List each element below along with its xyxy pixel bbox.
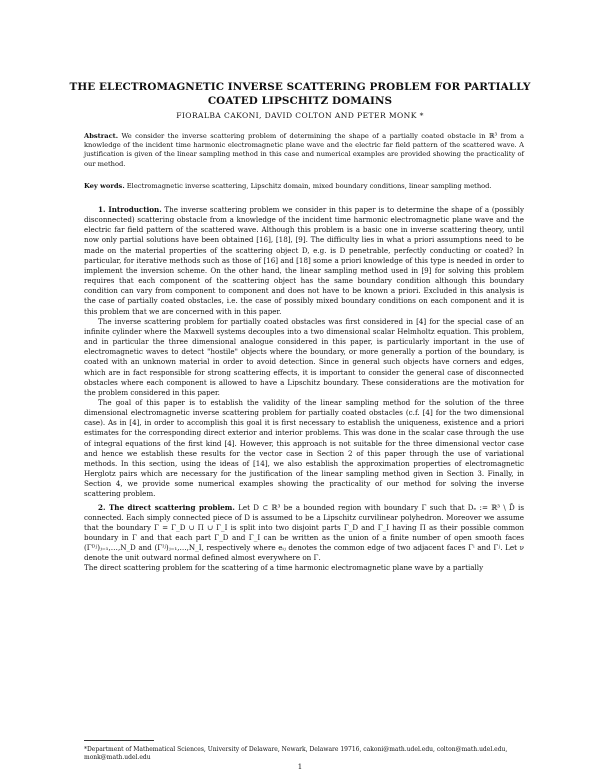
section2-paragraph-2: The direct scattering problem for the scattering of a time harmonic electromagnetic plane wave by a partially <box>84 563 484 573</box>
section1-heading: 1. Introduction. <box>98 205 162 214</box>
authors: FIORALBA CAKONI, DAVID COLTON AND PETER MONK * <box>176 111 424 120</box>
footnote-rule <box>84 740 154 741</box>
abstract-text: We consider the inverse scattering problem of determining the shape of a partially coated obstacle in ℝ³ from a knowledge of the incident time harmonic electromagnetic plane wave and the electric far field pattern of the scattered wave. A justification is given of the linear sampling method in this case and numerical examples are provided showing the practicality of our method. <box>84 132 524 168</box>
section1-paragraph-2: The inverse scattering problem for partially coated obstacles was first considered in [4] for the special case of an infinite cylinder where the Maxwell systems decouples into a two dimensional scalar Helmholtz equation. This problem, and in particular the three dimensional analogue considered in this paper, is particularly important in the use of electromagnetic waves to detect "hostile" objects where the boundary, or more generally a portion of the boundary, is coated with an unknown material in order to avoid detection. Since in general such objects have corners and edges, which are in fact responsible for strong scattering effects, it is important to consider the general case of disconnected obstacles where each component is allowed to have a Lipschitz boundary. These considerations are the motivation for the problem considered in this paper. <box>84 316 524 397</box>
keywords <box>84 182 524 191</box>
title-line-1: THE ELECTROMAGNETIC INVERSE SCATTERING PROBLEM FOR PARTIALLY <box>69 81 531 93</box>
keywords-label: Key words. <box>84 182 125 190</box>
section1-paragraph-1 <box>84 205 524 317</box>
keywords-text: Electromagnetic inverse scattering, Lipschitz domain, mixed boundary conditions, linear sampling method. <box>126 182 492 190</box>
section1-p1-text: The inverse scattering problem we consider in this paper is to determine the shape of a (possibly disconnected) scattering obstacle from a knowledge of the incident time harmonic electromagnetic plane wave and the electric far field pattern of the scattered wave. Although this problem is a basic one in inverse scattering theory, until now only partial solutions have been obtained [16], [18], [9]. The difficulty lies in what a priori assumptions need to be made on the material properties of the scattering object D, e.g. is D penetrable, perfectly conducting or coated? In particular, for iterative methods such as those of [16] and [18] some a priori knowledge of this type is needed in order to implement the inversion scheme. On the other hand, the linear sampling method used in [9] for solving this problem requires that each component of the scattering object has the same boundary condition although this boundary condition can vary from component to component and does not have to be known a priori. Excluded in this analysis is the case of partially coated obstacles, i.e. the case of possibly mixed boundary conditions on each component and it is this problem that we are concerned with in this paper. <box>84 205 524 316</box>
title-line-2: COATED LIPSCHITZ DOMAINS <box>207 95 393 107</box>
abstract-label: Abstract. <box>84 132 119 140</box>
section2-paragraph-1 <box>84 503 524 564</box>
section1-paragraph-3: The goal of this paper is to establish the validity of the linear sampling method for the solution of the three dimensional electromagnetic inverse scattering problem for partially coated obstacles (c.f. [4] for the two dimensional case). As in [4], in order to accomplish this goal it is first necessary to establish the uniqueness, existence and a priori estimates for the corresponding direct exterior and interior problems. This was done in the scalar case through the use of integral equations of the first kind [4]. However, this approach is not suitable for the three dimensional vector case and hence we establish these results for the vector case in Section 2 of this paper through the use of variational methods. In this section, using the ideas of [14], we also establish the approximation properties of electromagnetic Herglotz pairs which are necessary for the justification of the linear sampling method given in Section 3. Finally, in Section 4, we provide some numerical examples showing the practicality of our method for solving the inverse scattering problem. <box>84 397 524 499</box>
abstract <box>84 132 524 169</box>
page-number: 1 <box>297 763 303 771</box>
section2-heading: 2. The direct scattering problem. <box>98 502 235 512</box>
paper-title <box>60 80 540 108</box>
section2-p1-text: Let D ⊂ ℝ³ be a bounded region with boundary Γ such that Dₑ := ℝ³ \ D̄ is connected. Each simply connected piece of D is assumed to be a Lipschitz curvilinear polyhedron. Moreover we assume that the boundary Γ = Γ_D ∪ Π ∪ Γ_I is split into two disjoint parts Γ_D and Γ_I having Π as their possible common boundary in Γ and that each part Γ_D and Γ_I can be written as the union of a finite number of open smooth faces (Γᴰʲ)ⱼ₌₁,…,N_D and (Γᴵʲ)ⱼ₌₁,…,N_I, respectively where eᵢⱼ denotes the common edge of two adjacent faces Γⁱ and Γʲ. Let ν denote the unit outward normal defined almost everywhere on Γ. <box>84 502 524 563</box>
footnote: *Department of Mathematical Sciences, University of Delaware, Newark, Delaware 19716, cakoni@math.udel.edu, colton@math.udel.edu, monk@math.udel.edu <box>84 746 508 761</box>
paper-body <box>84 205 524 574</box>
